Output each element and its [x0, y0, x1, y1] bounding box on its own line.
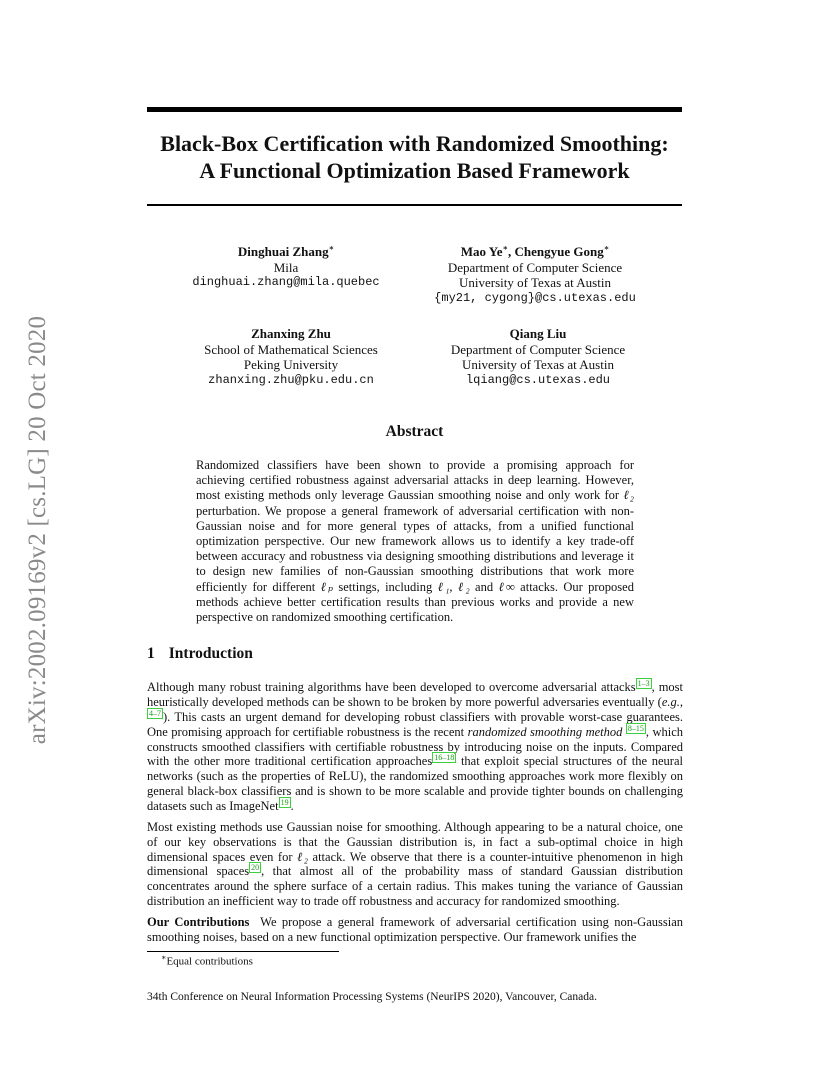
title-rule-top: [147, 107, 682, 112]
author-affiliation: Department of Computer Science: [447, 259, 623, 275]
author-name: Qiang Liu: [509, 326, 567, 341]
author-affiliation: Department of Computer Science: [450, 341, 626, 357]
abstract-heading: Abstract: [385, 423, 444, 440]
author-affiliation: University of Texas at Austin: [459, 275, 611, 290]
citation-link[interactable]: 20: [251, 863, 260, 873]
author-affiliation: Mila: [273, 259, 299, 275]
author-block-zhang: [146, 244, 426, 291]
author-affiliation: School of Mathematical Sciences: [204, 341, 378, 357]
conference-notice: 34th Conference on Neural Information Processing Systems (NeurIPS 2020), Vancouver, Canada.: [147, 991, 597, 1003]
author-email: {my21, cygong}@cs.utexas.edu: [434, 290, 636, 305]
intro-paragraph-contributions: Our Contributions We propose a general framework of adversarial certification using non-Gaussian smoothing noises, based on a new functional optimization perspective. Our framework unifies the: [147, 915, 684, 944]
intro-paragraph-2: Most existing methods use Gaussian noise for smoothing. Although appearing to be a natural choice, one of our key observations is that the Gaussian distribution is, in fact a sub-optimal choice in high dimensional spaces even for ℓ₂ attack. We observe that there is a counter-intuitive phenomenon in high dimensional spaces $^{20}$ , that almost all of the probability mass of standard Gaussian distribution concentrates around the sphere surface of a certain radius. This makes tuning the variance of Gaussian distribution an inefficient way to trade off robustness and accuracy for randomized smoothing.: [147, 820, 683, 909]
footnote-rule: [147, 951, 339, 952]
citation-link[interactable]: 4–7: [149, 708, 161, 718]
contributions-lead: Our Contributions: [147, 915, 250, 929]
title-line-2: A Functional Optimization Based Framework: [199, 158, 630, 183]
title-rule-bottom: [147, 204, 682, 206]
citation-link[interactable]: 1–3: [637, 679, 650, 688]
author-affiliation: Peking University: [243, 357, 339, 372]
section-heading-introduction: 1 Introduction: [147, 645, 253, 662]
author-block-liu: [398, 326, 678, 388]
author-block-ye-gong: [395, 244, 675, 306]
arxiv-identifier-stamp: arXiv:2002.09169v2 [cs.LG] 20 Oct 2020: [24, 315, 51, 745]
citation-link[interactable]: 19: [280, 798, 289, 807]
abstract-text: Randomized classifiers have been shown to provide a promising approach for achieving certified robustness against adversarial attacks in deep learning. However, most existing methods only leverage Gaussian smoothing noise and only work for ℓ₂ perturbation. We propose a general framework of adversarial certification with non-Gaussian noise and for more general types of attacks, from a unified functional optimization perspective. Our new framework allows us to identify a key trade-off between accuracy and robustness via designing smoothing distributions and leverage it to design new families of non-Gaussian smoothing distributions that work more efficiently for different ℓₚ settings, including ℓ₁, ℓ₂ and ℓ∞ attacks. Our proposed methods achieve better certification results than previous works and provide a new perspective on randomized smoothing certification.: [196, 458, 634, 625]
author-name: Zhanxing Zhu: [251, 326, 331, 341]
author-affiliation: University of Texas at Austin: [462, 357, 614, 372]
author-email: zhanxing.zhu@pku.edu.cn: [208, 372, 374, 387]
intro-paragraph-1: Although many robust training algorithms have been developed to overcome adversarial attacks $^{1-3}$ , most heuristically developed methods can be shown to be broken by more powerful adversaries eventually (e.g., $^{4-7}$ ). This casts an urgent demand for developing robust classifiers with provable worst-case guarantees. One promising approach for certifiable robustness is the recent randomized smoothing method $^{8-15}$ , which constructs smoothed classifiers with certifiable robustness by introducing noise on the inputs. Compared with the other more traditional certification approaches $^{16-18}$ that exploit special structures of the neural networks (such as the properties of ReLU), the randomized smoothing approaches work more flexibly on general black-box classifiers and is shown to be more scalable and provide tighter bounds on challenging datasets such as ImageNet $^{19}$ .: [147, 679, 684, 814]
footnote: ∗Equal contributions: [161, 953, 253, 968]
title-line-1: Black-Box Certification with Randomized Smoothing:: [160, 131, 669, 156]
author-block-zhu: [151, 326, 431, 388]
author-email: dinghuai.zhang@mila.quebec: [192, 275, 380, 289]
citation-link[interactable]: 16–18: [434, 753, 455, 763]
paper-title: [147, 130, 682, 184]
author-name: Dinghuai Zhang∗: [237, 243, 335, 259]
citation-link[interactable]: 8–15: [627, 723, 644, 733]
author-name: Mao Ye∗, Chengyue Gong∗: [460, 243, 610, 259]
author-email: lqiang@cs.utexas.edu: [465, 372, 611, 387]
